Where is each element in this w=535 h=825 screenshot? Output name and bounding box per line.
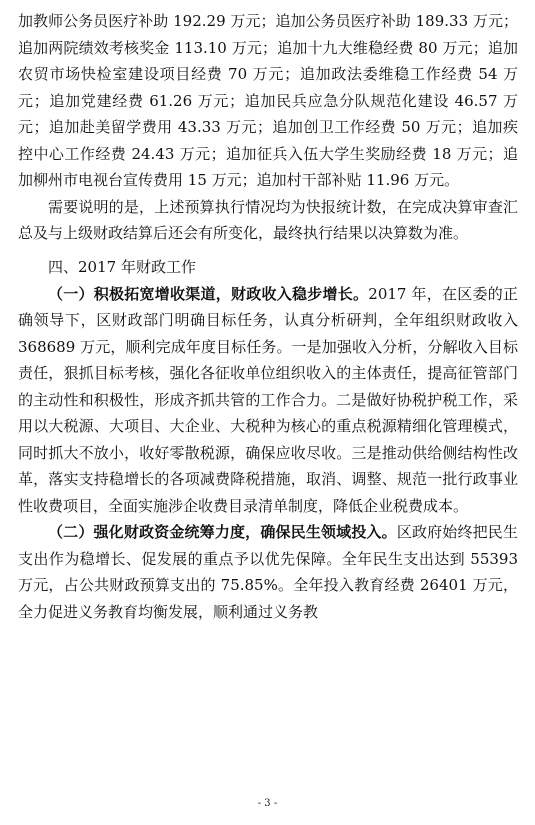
subsection-revenue-title: （一）积极拓宽增收渠道，财政收入稳步增长。	[48, 284, 369, 303]
page-number: - 3 -	[257, 798, 278, 809]
subsection-livelihood	[18, 519, 518, 625]
subsection-revenue	[18, 281, 518, 520]
paragraph-supplementary-funding: 加教师公务员医疗补助 192.29 万元；追加公务员医疗补助 189.33 万元；追加两院绩效考核奖金 113.10 万元；追加十九大维稳经费 80 万元；追加农贸市场快检室建设项目经费 70 万元；追加政法委维稳工作经费 54 万元；追加党建经费 61.26 万元；追加民兵应急分队规范化建设 46.57 万元；追加赴美留学费用 43.33 万元；追加创卫工作经费 50 万元；追加疾控中心工作经费 24.43 万元；追加征兵入伍大学生奖励经费 18 万元；追加柳州市电视台宣传费用 15 万元；追加村干部补贴 11.96 万元。	[18, 12, 518, 189]
section-heading-2017: 四、2017 年财政工作	[48, 257, 196, 276]
document-page	[18, 8, 518, 625]
subsection-livelihood-body: 区政府始终把民生支出作为稳增长、促发展的重点予以优先保障。全年民生支出达到 55393 万元，占公共财政预算支出的 75.85%。全年投入教育经费 26401 万元，全力促进义务教育均衡发展，顺利通过义务教	[18, 523, 518, 621]
subsection-livelihood-title: （二）强化财政资金统筹力度，确保民生领域投入。	[48, 523, 397, 541]
subsection-revenue-body: 2017 年，在区委的正确领导下，区财政部门明确目标任务，认真分析研判，全年组织财政收入 368689 万元，顺利完成年度目标任务。一是加强收入分析，分解收入目标责任，狠抓目标考核，强化各征收单位组织收入的主体责任，提高征管部门的主动性和积极性，形成齐抓共管的工作合力。二是做好协税护税工作，采用以大税源、大项目、大企业、大税种为核心的重点税源精细化管理模式，同时抓大不放小，收好零散税源，确保应收尽收。三是推动供给侧结构性改革，落实支持稳增长的各项减费降税措施，取消、调整、规范一批行政事业性收费项目，全面实施涉企收费目录清单制度，降低企业税费成本。	[18, 284, 518, 515]
paragraph-note: 需要说明的是，上述预算执行情况均为快报统计数，在完成决算审查汇总及与上级财政结算后还会有所变化，最终执行结果以决算数为准。	[18, 197, 518, 242]
